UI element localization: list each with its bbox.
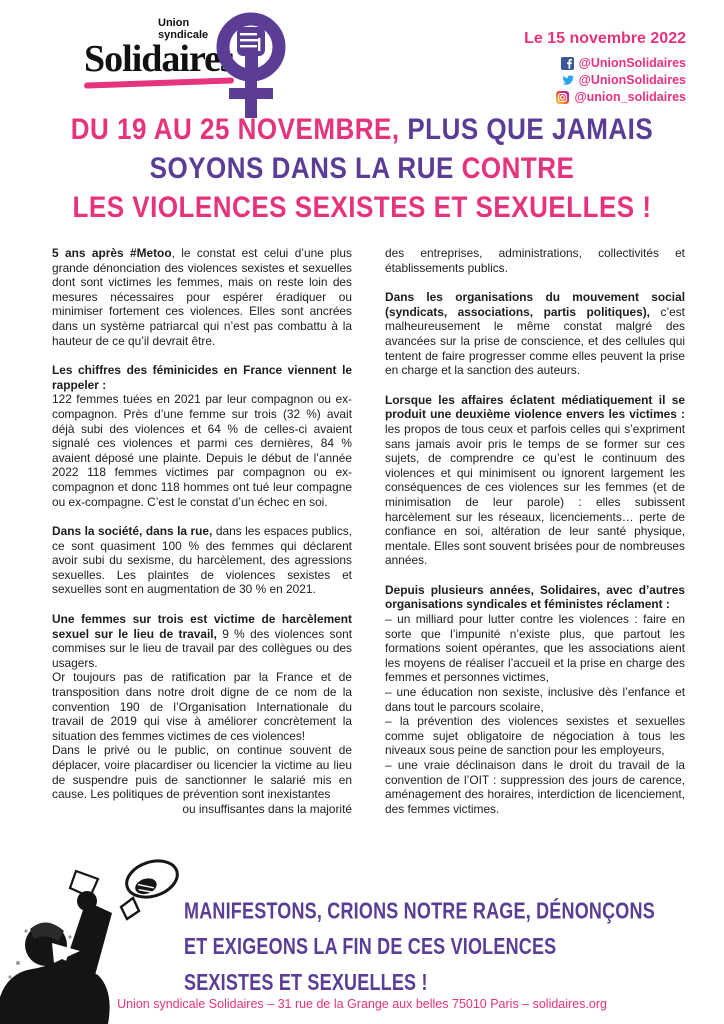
list-item: – une éducation non sexiste, inclusive dès l’enfance et dans tout le parcours scolaire, (385, 685, 685, 714)
paragraph: Dans les organisations du mouvement social (syndicats, associations, partis politiques), c’est malheureusement le même constat malgré des avancées sur la prise de conscience, et des cellules qui tentent de faire progresser comme elles peuvent la prise en charge et la sanction des auteurs. (385, 290, 685, 378)
paragraph: Lorsque les affaires éclatent médiatiquement il se produit une deuxième violence envers les victimes : les propos de tous ceux et parfois celles qui s’expriment sans jamais avoir pris le temps de se former sur ces sujets, de comprendre ce qu’est le continuum des violences et qui minimisent ou ignorent largement les conséquences de ces violences sur les femmes (et de minimisation de leur parole) : elles subissent harcèlement sur les réseaux, licenciements… perte de confiance en soi, altération de leur santé physique, mentale. Elles sont souvent brisées pour de nombreuses années. (385, 392, 685, 568)
facebook-icon (561, 57, 574, 70)
paragraph: 122 femmes tuées en 2021 par leur compagnon ou ex-compagnon. Près d’une femme sur trois (32 %) avait déjà subi des violences et 64 % de celles-ci avaient signalé ces violences et parmi ces dernières, 84 % avaient déposé une plainte. Depuis le début de l’année 2022 118 femmes victimes par compagnon ou ex-compagnon et donc 118 hommes ont tué leur compagne ou ex-compagne. C’est le constat d’un échec en soi. (52, 392, 352, 509)
facebook-handle: @UnionSolidaires (578, 56, 686, 70)
twitter-handle: @UnionSolidaires (578, 73, 686, 87)
footer-address: Union syndicale Solidaires – 31 rue de la Grange aux belles 75010 Paris – solidaires.org (117, 997, 607, 1011)
instagram-handle: @union_solidaires (574, 90, 686, 104)
header-meta (524, 30, 686, 106)
social-facebook (524, 55, 686, 72)
cta-line-3: SEXISTES ET SEXUELLES ! (184, 969, 428, 995)
headline (0, 110, 724, 227)
venus-fist-icon (210, 10, 292, 120)
headline-line-1: DU 19 AU 25 NOVEMBRE, PLUS QUE JAMAIS (70, 111, 654, 146)
social-instagram (524, 89, 686, 106)
paragraph: des entreprises, administrations, collectivités et établissements publics. (385, 246, 685, 275)
paragraph: Dans le privé ou le public, on continue souvent de déplacer, voire placardiser ou licencier la victime au lieu de suspendre puis de sanctionner le salarié mis en cause. Les politiques de prévention sont inexistantes ou insuffisantes dans la majorité (52, 743, 352, 816)
right-column (385, 246, 685, 816)
social-twitter (524, 72, 686, 89)
cta-line-2: ET EXIGEONS LA FIN DE CES VIOLENCES (184, 933, 557, 960)
paragraph: Depuis plusieurs années, Solidaires, avec d’autres organisations syndicales et féministes réclament : (385, 582, 685, 612)
body-text (52, 246, 685, 816)
paragraph: Une femmes sur trois est victime de harcèlement sexuel sur le lieu de travail, 9 % des violences sont commises sur le lieu de travail par des collègues ou des usagers. (52, 612, 353, 670)
logo-union-syndicale: Union syndicale (158, 17, 209, 41)
list-item: – un milliard pour lutter contre les violences : faire en sorte que l’impunité n’existe plus, que partout les formations soient opérantes, que les associations aient les moyens de réaliser l’accueil et la prise en charge des femmes et personnes victimes, (385, 612, 685, 685)
twitter-icon (561, 74, 574, 87)
list-item: – une vraie déclinaison dans le droit du travail de la convention de l’OIT : suppression des jours de carence, aménagement des horaires, interdiction de licenciement, des femmes victimes. (385, 758, 685, 816)
list-item: – la prévention des violences sexistes et sexuelles comme sujet obligatoire de négociation à tous les niveaux sous peine de sanction pour les employeurs, (385, 714, 685, 758)
cta-line-1: MANIFESTONS, CRIONS NOTRE RAGE, DÉNONÇONS (184, 897, 655, 924)
paragraph: Or toujours pas de ratification par la France et de transposition dans notre droit digne de ce nom de la convention 190 de l’Organisation Internationale du travail de 2019 qui vise à améliorer concrètement la situation des femmes victimes de ces violences! (52, 670, 352, 743)
megaphone-doodle-icon (122, 855, 182, 903)
headline-line-2: SOYONS DANS LA RUE CONTRE (149, 150, 575, 185)
paragraph: Dans la société, dans la rue, dans les espaces publics, ce sont quasiment 100 % des femmes qui déclarent avoir subi du sexisme, du harcèlement, des agressions sexuelles. Les plaintes de violences sexistes et sexuelles sont en augmentation de 30 % en 2021. (52, 524, 352, 597)
paragraph: Les chiffres des féminicides en France viennent le rappeler : (52, 363, 352, 392)
instagram-icon (556, 91, 569, 104)
headline-line-3: LES VIOLENCES SEXISTES ET SEXUELLES ! (72, 188, 652, 224)
logo-wordmark: Solidaires (84, 38, 234, 81)
flyer-date: Le 15 novembre 2022 (524, 30, 686, 47)
left-column (52, 246, 352, 816)
call-to-action (184, 894, 709, 1001)
paragraph: 5 ans après #Metoo, le constat est celui d’une plus grande dénonciation des violences sexistes et sexuelles dont sont victimes les femmes, mais on reste loin des mesures nécessaires pour espérer éradiquer ou minimiser fortement ces violences. Elles sont ancrées dans un système patriarcal qui n’est pas combattu à la hauteur de ce qu’il devrait être. (52, 246, 352, 348)
